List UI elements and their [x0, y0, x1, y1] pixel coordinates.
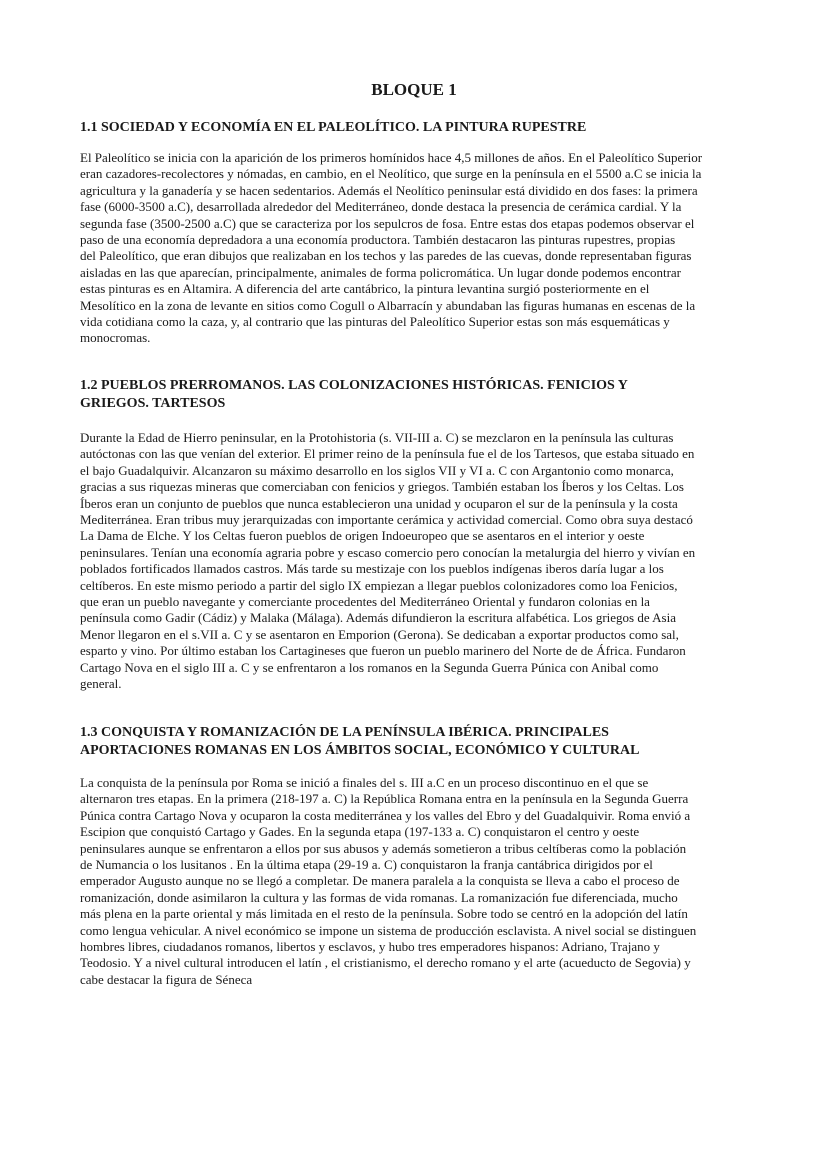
paragraph-line: Durante la Edad de Hierro peninsular, en la Protohistoria (s. VII-III a. C) se mezclaron en la península las culturas — [80, 430, 674, 445]
heading-line: 1.3 CONQUISTA Y ROMANIZACIÓN DE LA PENÍNSULA IBÉRICA. PRINCIPALES — [80, 725, 609, 740]
paragraph-line: Púnica contra Cartago Nova y ocuparon la costa mediterránea y los valles del Ebro y del Guadalquivir. Roma envió a — [80, 807, 691, 823]
paragraph-line: esparto y vino. Por último estaban los Cartagineses que fueron un pueblo marinero del Norte de de África. Fundaron — [80, 643, 686, 659]
paragraph-line: celtíberos. En este mismo periodo a partir del siglo IX empiezan a llegar pueblos colonizadores como loa Fenicios, — [80, 577, 678, 593]
heading-line: GRIEGOS. TARTESOS — [80, 395, 226, 411]
heading-line: 1.1 SOCIEDAD Y ECONOMÍA EN EL PALEOLÍTICO. LA PINTURA RUPESTRE — [80, 120, 587, 135]
paragraph-line: El Paleolítico se inicia con la aparición de los primeros homínidos hace 4,5 millones de años. En el Paleolítico Superior — [80, 150, 703, 165]
paragraph-line: Íberos eran un conjunto de pueblos que nunca establecieron una unidad y ocuparon el sur de la península y la costa — [80, 495, 678, 511]
section-3-heading — [80, 724, 639, 759]
paragraph-line: hombres libres, ciudadanos romanos, libertos y esclavos, y hubo tres emperadores hispanos: Adriano, Trajano y — [80, 939, 660, 955]
paragraph-line: de Numancia o los lusitanos . En la última etapa (29-19 a. C) conquistaron la franja cantábrica dirigidos por el — [80, 857, 653, 873]
paragraph-line: Escipion que conquistó Cartago y Gades. En la segunda etapa (197-133 a. C) conquistaron el centro y oeste — [80, 824, 640, 840]
paragraph-line: Mesolítico en la zona de levante en sitios como Cogull o Albarracín y abundaban las figuras humanas en escenas de la — [80, 297, 696, 313]
page-title: BLOQUE 1 — [371, 80, 457, 99]
paragraph-line: más plena en la parte oriental y más limitada en el resto de la península. Sobre todo se centró en la adopción del latín — [80, 906, 688, 922]
paragraph-line: fase (6000-3500 a.C), desarrollada alrededor del Mediterráneo, donde destaca la presencia de cerámica cardial. Y la — [80, 199, 682, 215]
paragraph-line: La Dama de Elche. Y los Celtas fueron pueblos de origen Indoeuropeo que se asentaros en el interior y oeste — [80, 528, 645, 544]
paragraph-line: eran cazadores-recolectores y nómadas, en cambio, en el Neolítico, que surge en la península en el 5500 a.C se inicia la — [80, 166, 702, 182]
section-2-paragraph — [80, 430, 695, 693]
paragraph-line: del Paleolítico, que eran dibujos que realizaban en los techos y las paredes de las cuevas, donde representaban figuras — [80, 248, 692, 264]
paragraph-line: agricultura y la ganadería y se hacen sedentarios. Además el Neolítico peninsular está dividido en dos fases: la primera — [80, 182, 698, 198]
section-2-heading — [80, 377, 628, 412]
section-3-paragraph — [80, 775, 696, 988]
paragraph-line: Menor llegaron en el s.VII a. C y se asentaron en Emporion (Gerona). Se dedicaban a exportar productos como sal, — [80, 626, 679, 642]
paragraph-line: poblados fortificados llamados castros. Más tarde su mestizaje con los pueblos indígenas iberos daría lugar a los — [80, 561, 664, 577]
section-1-paragraph — [80, 150, 702, 347]
heading-line: APORTACIONES ROMANAS EN LOS ÁMBITOS SOCIAL, ECONÓMICO Y CULTURAL — [80, 742, 640, 758]
paragraph-line: estas pinturas es en Altamira. A diferencia del arte cantábrico, la pintura levantina surgió posteriormente en el — [80, 281, 650, 297]
paragraph-line: que eran un pueblo navegante y comerciante procedentes del Mediterráneo Oriental y fundaron colonias en la — [80, 594, 650, 610]
paragraph-line: península como Gadir (Cádiz) y Malaka (Málaga). Además difundieron la escritura alfabética. Los griegos de Asia — [80, 610, 676, 626]
paragraph-line: La conquista de la península por Roma se inició a finales del s. III a.C en un proceso discontinuo en el que se — [80, 775, 649, 790]
paragraph-line: alternaron tres etapas. En la primera (218-197 a. C) la República Romana entra en la península en la Segunda Guerra — [80, 791, 689, 807]
section-1-heading — [80, 119, 586, 137]
paragraph-line: peninsulares aunque se enfrentaron a ellos por sus abusos y además sometieron a tribus celtíberas como la población — [80, 840, 687, 856]
paragraph-line: monocromas. — [80, 330, 151, 346]
heading-line: 1.2 PUEBLOS PRERROMANOS. LAS COLONIZACIONES HISTÓRICAS. FENICIOS Y — [80, 378, 628, 393]
paragraph-line: el bajo Guadalquivir. Alcanzaron su máximo desarrollo en los siglos VII y VI a. C con Argantonio como monarca, — [80, 462, 674, 478]
paragraph-line: autóctonas con las que venían del exterior. El primer reino de la península fue el de los Tartesos, que estaba situado en — [80, 446, 695, 462]
paragraph-line: Cartago Nova en el siglo III a. C y se enfrentaron a los romanos en la Segunda Guerra Púnica con Anibal como — [80, 659, 659, 675]
paragraph-line: romanización, donde asimilaron la cultura y las formas de vida romanas. La romanización fue diferenciada, mucho — [80, 889, 678, 905]
paragraph-line: Mediterránea. Eran tribus muy jerarquizadas con importante cerámica y actividad comercial. Como obra suya destacó — [80, 512, 693, 528]
paragraph-line: aisladas en las que aparecían, principalmente, animales de forma policromática. Un lugar donde podemos encontrar — [80, 264, 682, 280]
paragraph-line: como lengua vehicular. A nivel económico se impone un sistema de producción esclavista. A nivel social se distinguen — [80, 922, 697, 938]
paragraph-line: gracias a sus riquezas mineras que comerciaban con fenicios y griegos. También estaban los Íberos y los Celtas. Los — [80, 479, 684, 495]
paragraph-line: segunda fase (3500-2500 a.C) que se caracteriza por los sepulcros de fosa. Entre estas dos etapas podemos observar el — [80, 215, 695, 231]
paragraph-line: cabe destacar la figura de Séneca — [80, 971, 253, 987]
paragraph-line: general. — [80, 676, 122, 692]
paragraph-line: vida cotidiana como la caza, y, al contrario que las pinturas del Paleolítico Superior estas son más esquemáticas y — [80, 314, 670, 330]
paragraph-line: peninsulares. Tenían una economía agraria pobre y escaso comercio pero conocían la metalurgia del hierro y vivían en — [80, 544, 696, 560]
paragraph-line: Teodosio. Y a nivel cultural introducen el latín , el cristianismo, el derecho romano y el arte (acueducto de Segovia) y — [80, 955, 691, 971]
paragraph-line: paso de una economía depredadora a una economía productora. También destacaron las pinturas rupestres, propias — [80, 232, 676, 248]
paragraph-line: emperador Augusto aunque no se llegó a completar. De manera paralela a la conquista se lleva a cabo el proceso de — [80, 873, 680, 889]
